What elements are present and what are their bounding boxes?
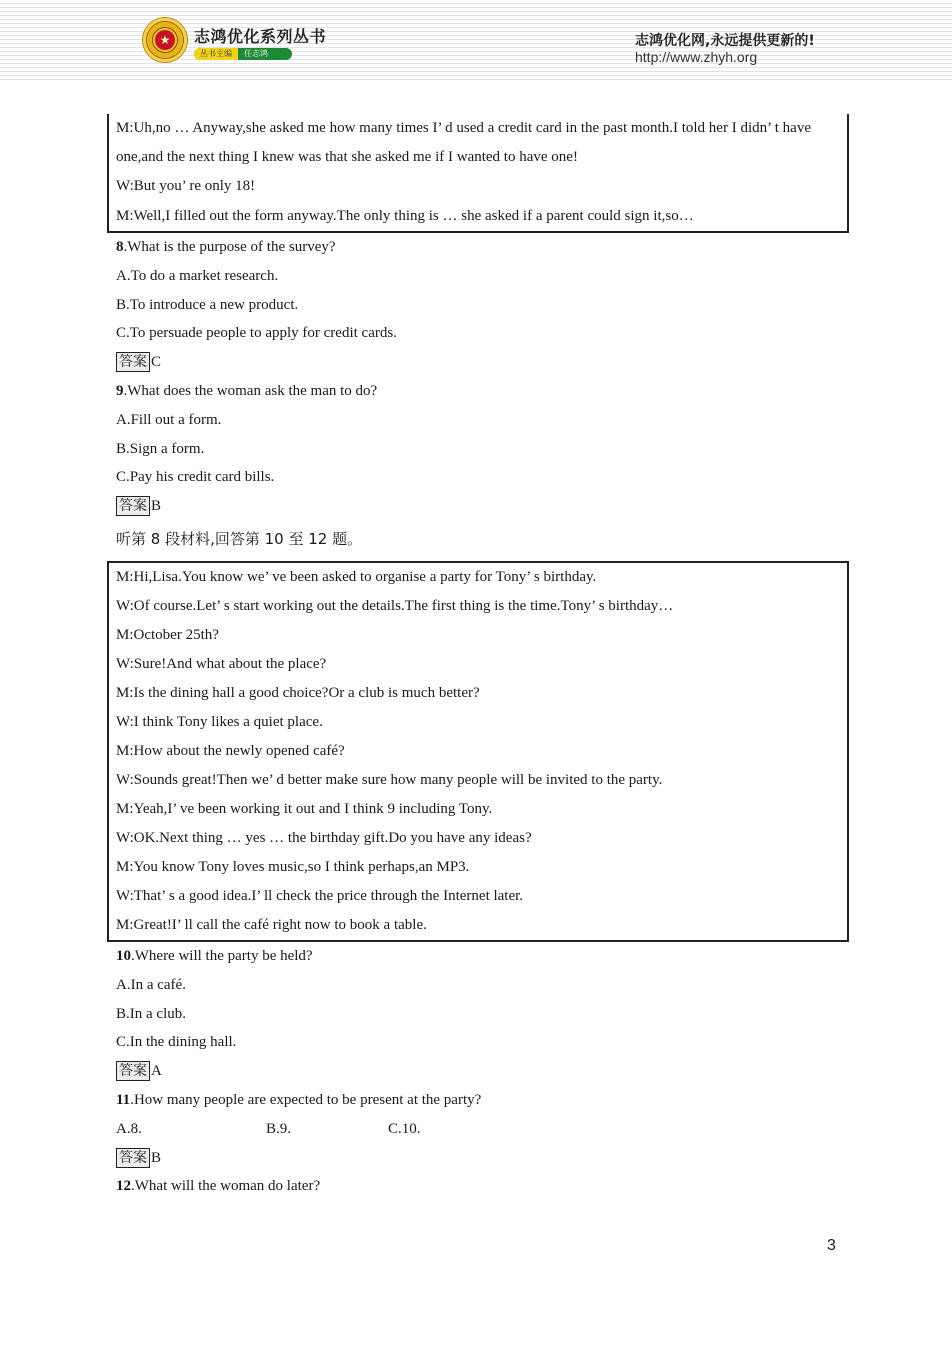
transcript-line: M:Uh,no … Anyway,she asked me how many times I’ d used a credit card in the past month.I told her I didn’ t have one,and the next thing I knew was that she asked me if I wanted to have one! xyxy=(116,120,811,165)
transcript-line: W:That’ s a good idea.I’ ll check the price through the Internet later. xyxy=(116,887,524,904)
option: C.In the dining hall. xyxy=(116,1034,237,1051)
answer-row xyxy=(107,348,849,377)
transcript-line: M:You know Tony loves music,so I think perhaps,an MP3. xyxy=(116,858,470,875)
answer-value: C xyxy=(151,354,162,371)
option: C.To persuade people to apply for credit cards. xyxy=(116,325,397,342)
answer-value: B xyxy=(151,498,162,515)
site-slogan: 志鸿优化网,永远提供更新的! xyxy=(635,33,815,49)
brand-title: 志鸿优化系列丛书 xyxy=(194,27,327,46)
transcript-line: M:Is the dining hall a good choice?Or a club is much better? xyxy=(116,684,480,701)
transcript-line: W:Sounds great!Then we’ d better make sure how many people will be invited to the party. xyxy=(116,771,663,788)
question-number: 8 xyxy=(116,239,124,255)
option: B.Sign a form. xyxy=(116,440,205,457)
page-number: 3 xyxy=(827,1237,836,1254)
answer-row xyxy=(107,1144,849,1173)
option: A.8. xyxy=(116,1120,142,1137)
transcript-line: W:OK.Next thing … yes … the birthday gift.Do you have any ideas? xyxy=(116,829,532,846)
question-10 xyxy=(107,942,849,971)
transcript-line: M:Hi,Lisa.You know we’ ve been asked to organise a party for Tony’ s birthday. xyxy=(116,568,597,585)
transcript-line: M:October 25th? xyxy=(116,626,219,643)
option: B.To introduce a new product. xyxy=(116,296,299,313)
answer-value: B xyxy=(151,1149,162,1166)
options-row xyxy=(107,1115,849,1144)
answer-label: 答案 xyxy=(116,496,150,516)
answer-label: 答案 xyxy=(116,1148,150,1168)
option: B.9. xyxy=(266,1120,292,1137)
transcript-line: M:Great!I’ ll call the café right now to book a table. xyxy=(116,916,427,933)
brand-sub-left: 丛书主编 xyxy=(194,48,238,60)
transcript-line: M:Well,I filled out the form anyway.The only thing is … she asked if a parent could sign it,so… xyxy=(116,207,694,224)
answer-row xyxy=(107,492,849,521)
answer-row xyxy=(107,1057,849,1086)
question-11 xyxy=(107,1086,849,1115)
option: A.In a café. xyxy=(116,976,186,993)
question-text: .What is the purpose of the survey? xyxy=(123,239,336,255)
transcript-line: M:Yeah,I’ ve been working it out and I think 9 including Tony. xyxy=(116,800,493,817)
section-heading: 听第 8 段材料,回答第 10 至 12 题。 xyxy=(116,529,363,548)
transcript-box-passage7 xyxy=(107,114,849,233)
transcript-line: W:Sure!And what about the place? xyxy=(116,655,327,672)
option: C.10. xyxy=(388,1120,421,1137)
answer-value: A xyxy=(151,1063,162,1080)
option: B.In a club. xyxy=(116,1005,186,1022)
transcript-line: W:But you’ re only 18! xyxy=(116,178,256,194)
question-number: 11 xyxy=(116,1091,131,1108)
question-text: .What does the woman ask the man to do? xyxy=(123,382,378,399)
site-url[interactable]: http://www.zhyh.org xyxy=(635,49,758,65)
question-8 xyxy=(107,233,849,262)
brand-sub-right: 任志鸿 xyxy=(244,49,268,58)
transcript-line: W:Of course.Let’ s start working out the details.The first thing is the time.Tony’ s birthday… xyxy=(116,597,674,614)
question-number: 12 xyxy=(116,1178,131,1195)
question-12 xyxy=(107,1172,849,1201)
question-number: 9 xyxy=(116,382,124,399)
question-text: .What will the woman do later? xyxy=(131,1178,321,1195)
transcript-line: W:I think Tony likes a quiet place. xyxy=(116,713,323,730)
transcript-line: M:How about the newly opened café? xyxy=(116,742,345,759)
option: C.Pay his credit card bills. xyxy=(116,469,275,486)
question-9 xyxy=(107,377,849,406)
answer-label: 答案 xyxy=(116,352,150,372)
option: A.To do a market research. xyxy=(116,267,279,284)
logo-emblem-icon: ★ xyxy=(155,30,175,50)
question-text: .How many people are expected to be present at the party? xyxy=(130,1091,482,1108)
option: A.Fill out a form. xyxy=(116,411,222,428)
answer-label: 答案 xyxy=(116,1061,150,1081)
transcript-box-passage8 xyxy=(107,561,849,942)
brand-subtitle xyxy=(194,48,292,60)
publisher-logo xyxy=(143,18,187,62)
question-number: 10 xyxy=(116,947,131,964)
page-content xyxy=(107,114,849,1201)
question-text: .Where will the party be held? xyxy=(131,947,313,964)
